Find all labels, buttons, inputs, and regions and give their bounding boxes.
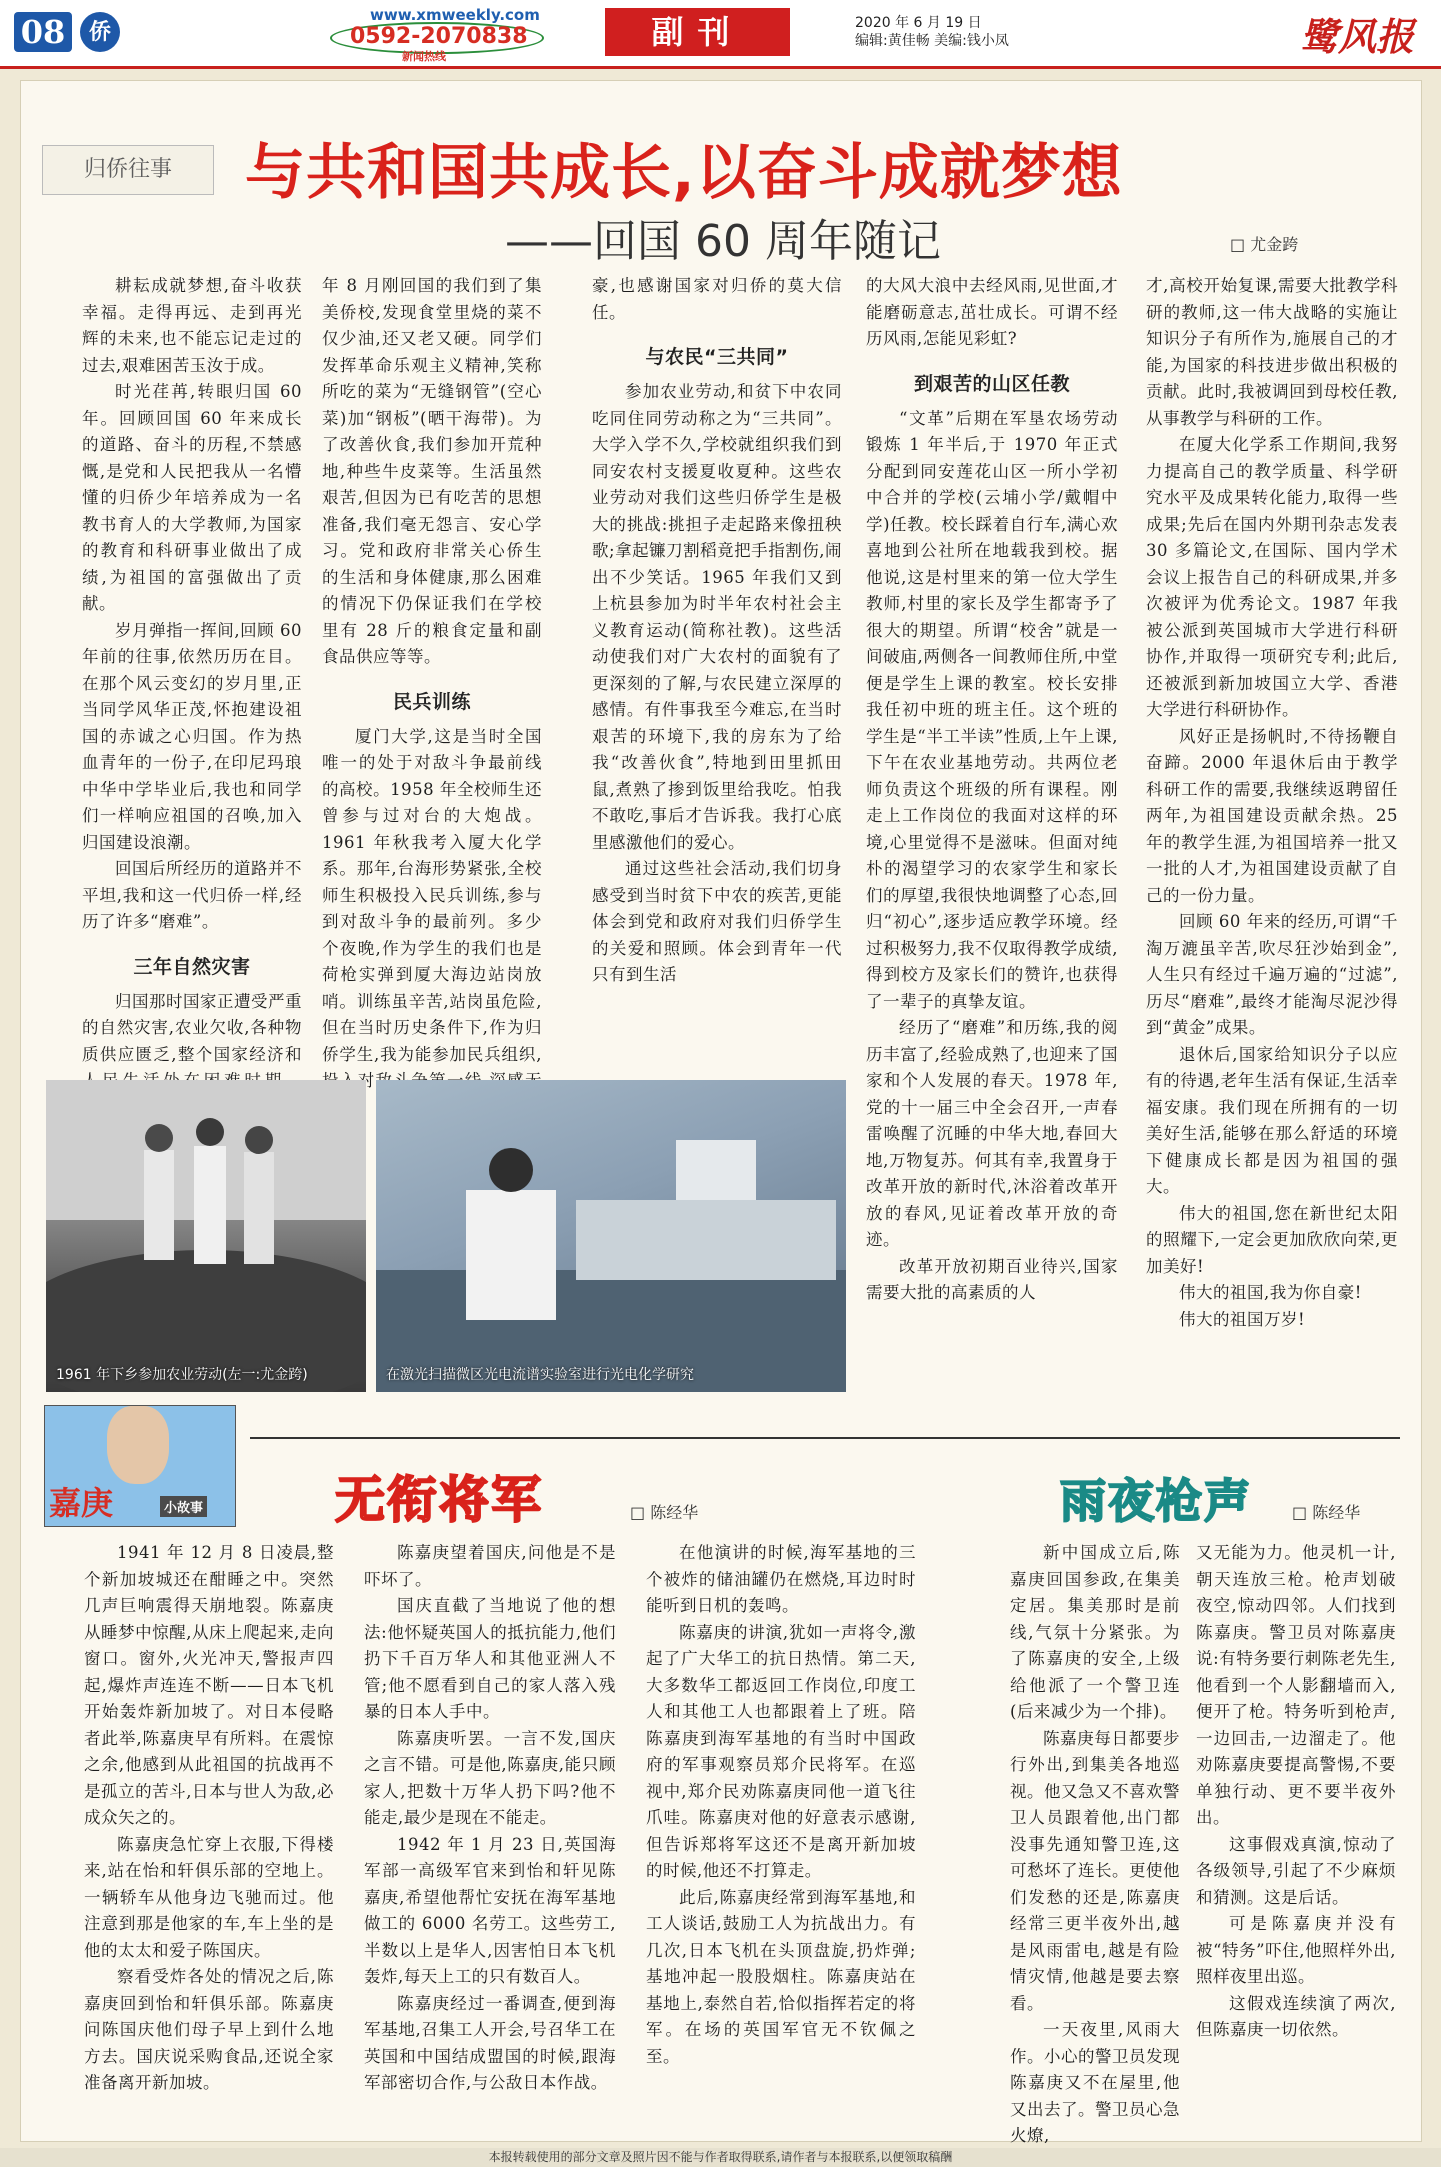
paper-logo: 鹭风报 <box>1300 14 1415 59</box>
paragraph: “文革”后期在军垦农场劳动锻炼 1 年半后,于 1970 年正式分配到同安莲花山区一所小学初中合并的学校(云埔小学/戴帽中学)任教。校长踩着自行车,满心欢喜地到公社所在地载我到校。据他说,这是村里来的第一位大学生教师,村里的家长及学生都寄予了很大的期望。所谓“校舍”就是一间破庙,两侧各一间教师住所,中堂便是学生上课的教室。校长安排我任初中班的班主任。这个班的学生是“半工半读”性质,上午上课,下午在农业基地劳动。共两位老师负责这个班级的所有课程。刚走上工作岗位的我面对这样的环境,心里觉得不是滋味。但面对纯朴的渴望学习的农家学生和家长们的厚望,我很快地调整了心态,回归“初心”,逐步适应教学环境。经过积极努力,我不仅取得教学成绩,得到校方及家长们的赞许,也获得了一辈子的真挚友谊。 <box>866 408 1118 1011</box>
paragraph: 回国后所经历的道路并不平坦,我和这一代归侨一样,经历了许多“磨难”。 <box>82 859 302 931</box>
paragraph: 时光荏苒,转眼归国 60 年。回顾回国 60 年来成长的道路、奋斗的历程,不禁感慨,是党和人民把我从一名懵懂的归侨少年培养成为一名教书育人的大学教师,为国家的教育和科研事业做出了成绩,为祖国的富强做出了贡献。 <box>82 382 302 613</box>
paragraph: 才,高校开始复课,需要大批教学科研的教师,这一伟大战略的实施让知识分子有所作为,施展自己的才能,为国家的科技进步做出积极的贡献。此时,我被调回到母校任教,从事教学与科研的工作。 <box>1146 276 1398 428</box>
jiageng-column-logo <box>44 1405 236 1527</box>
paragraph: 豪,也感谢国家对归侨的莫大信任。 <box>592 276 842 322</box>
paragraph: 伟大的祖国,您在新世纪太阳的照耀下,一定会更加欣欣向荣,更加美好! <box>1146 1203 1398 1276</box>
paragraph: 回顾 60 年来的经历,可谓“千淘万漉虽辛苦,吹尽狂沙始到金”,人生只有经过千遍万遍的“过滤”,历尽“磨难”,最终才能淘尽泥沙得到“黄金”成果。 <box>1146 912 1398 1037</box>
paragraph: 陈嘉庚听罢。一言不发,国庆之言不错。可是他,陈嘉庚,能只顾家人,把数十万华人扔下吗?他不能走,最少是现在不能走。 <box>364 1728 616 1827</box>
paragraph: 陈嘉庚每日都要步行外出,到集美各地巡视。他又急又不喜欢警卫人员跟着他,出门都没事先通知警卫连,这可愁坏了连长。更使他们发愁的还是,陈嘉庚经常三更半夜外出,越是风雨雷电,越是有险情灾情,他越是要去察看。 <box>1010 1728 1180 2013</box>
photo-caption: 1961 年下乡参加农业劳动(左一:尤金跨) <box>56 1367 308 1383</box>
paragraph: 厦门大学,这是当时全国唯一的处于对敌斗争最前线的高校。1958 年全校师生还曾参与过对台的大炮战。1961 年秋我考入厦大化学系。那年,台海形势紧张,全校师生积极投入民兵训练,参与到对敌斗争的最前列。多少个夜晚,作为学生的我们也是荷枪实弹到厦大海边站岗放哨。训练虽辛苦,站岗虽危险,但在当时历史条件下,作为归侨学生,我为能参加民兵组织, 对 <box>322 726 542 1090</box>
section-heading: 三年自然灾害 <box>133 955 251 978</box>
header-rule <box>0 66 1441 69</box>
section-heading: 民兵训练 <box>392 690 471 713</box>
page-header <box>0 0 1441 66</box>
paragraph: 可是陈嘉庚并没有被“特务”吓住,他照样外出,照样夜里出巡。 <box>1196 1914 1396 1986</box>
issue-meta <box>855 14 1009 50</box>
paragraph: 陈嘉庚急忙穿上衣服,下得楼来,站在怡和轩俱乐部的空地上。一辆轿车从他身边飞驰而过。他注意到那是他家的车,车上坐的是他的太太和爱子陈国庆。 <box>84 1834 334 1960</box>
article-column-3 <box>592 273 842 989</box>
lab-photo <box>376 1080 846 1392</box>
paragraph: 陈嘉庚的讲演,犹如一声将令,激起了广大华工的抗日热情。第二天,大多数华工都返回工作岗位,印度工人和其他工人也都跟着上了班。陪陈嘉庚到海军基地的有当时中国政府的军事观察员郑介民将军。在巡视中,郑介民劝陈嘉庚同他一道飞往爪哇。陈嘉庚对他的好意表示感谢,但告诉郑将军这还不是离开新加坡的时候,他还不打算走。 <box>646 1622 916 1880</box>
news-hotline <box>330 6 560 62</box>
paragraph: 在他演讲的时候,海军基地的三个被炸的储油罐仍在燃烧,耳边时时能听到日机的轰鸣。 <box>646 1543 916 1615</box>
farm-work-figures <box>46 1080 366 1392</box>
paragraph: 察看受炸各处的情况之后,陈嘉庚回到怡和轩俱乐部。陈嘉庚问陈国庆他们母子早上到什么地方去。国庆说采购食品,还说全家准备离开新加坡。 <box>84 1967 334 2092</box>
article-column-1 <box>82 273 302 1121</box>
section-divider <box>250 1437 1400 1439</box>
paragraph: 这事假戏真演,惊动了各级领导,引起了不少麻烦和猜测。这是后话。 <box>1196 1834 1396 1907</box>
paragraph: 通过这些社会活动,我们切身感受到当时贫下中农的疾苦,更能体会到党和政府对我们归侨学生的关爱和照顾。体会到青年一代只有到生活 <box>592 859 842 984</box>
copyright-notice: 本报转载使用的部分文章及照片因不能与作者取得联系,请作者与本报联系,以便领取稿酬 <box>0 2148 1441 2167</box>
story-column-4 <box>1010 1540 1180 2150</box>
story-author-1: □ 陈经华 <box>630 1503 699 1522</box>
paragraph: 新中国成立后,陈嘉庚回国参政,在集美定居。集美那时是前线,气氛十分紧张。为了陈嘉庚的安全,上级给他派了一个警卫连(后来减少为一个排)。 <box>1010 1543 1180 1721</box>
paragraph: 岁月弹指一挥间,回顾 60 年前的往事,依然历历在目。在那个风云变幻的岁月里,正当同学风华正茂,怀抱建设祖国的赤诚之心归国。作为热血青年的一份子,在印尼玛琅中华中学毕业后,我也和同学们一样响应祖国的召唤,加入归国建设浪潮。 <box>82 620 302 852</box>
article-title: 与共和国共成长,以奋斗成就梦想 <box>245 138 1123 208</box>
issue-date: 2020 年 6 月 19 日 <box>855 15 982 31</box>
paragraph: 伟大的祖国,我为你自豪! <box>1179 1283 1362 1302</box>
hotline-label: 新闻热线 <box>402 50 446 63</box>
paragraph: 在厦大化学系工作期间,我努力提高自己的教学质量、科学研究水平及成果转化能力,取得一些成果;先后在国内外期刊杂志发表 30 多篇论文,在国际、国内学术会议上报告自己的科研成果,并多次被评为优秀论文。1987 年我被公派到英国城市大学进行科研协作,并取得一项研究专利;此后,还被派到新加坡国立大学、香港大学进行科研协作。 <box>1146 435 1398 719</box>
column-tag: 小故事 <box>160 1496 207 1517</box>
page-icon: 侨 <box>80 12 120 52</box>
story-column-5 <box>1196 1540 1396 2044</box>
paragraph: 归国那时国家正遭受严重的自然灾害,农业欠收,各种物质供应匮乏,整个国家经济和 <box>82 991 302 1064</box>
paragraph: 1941 年 12 月 8 日凌晨,整个新加坡城还在酣睡之中。突然几声巨响震得天崩地裂。陈嘉庚从睡梦中惊醒,从床上爬起来,走向窗口。窗外,火光冲天,警报声四起,爆炸声连连不断——日本飞机开始轰炸新加坡了。对日本侵略者此举,陈嘉庚早有所料。在震惊之余,他感到从此祖国的抗战再不是孤立的苦斗,日本与世人为敌,必成众矢之的。 <box>84 1543 334 1827</box>
story-title-2: 雨夜枪声 <box>1060 1474 1252 1528</box>
paragraph: 又无能为力。他灵机一计,朝天连放三枪。枪声划破夜空,惊动四邻。人们找到陈嘉庚。警卫员对陈嘉庚说:有特务要行刺陈老先生,他看到一个人影翻墙而入,便开了枪。特务听到枪声,一边回击,一边溜走了。他劝陈嘉庚要提高警惕,不要单独行动、更不要半夜外出。 <box>1196 1543 1396 1827</box>
paragraph: 退休后,国家给知识分子以应有的待遇,老年生活有保证,生活幸福安康。我们现在所拥有的一切美好生活,能够在那么舒适的环境下健康成长都是因为祖国的强大。 <box>1146 1044 1398 1196</box>
paragraph: 伟大的祖国万岁! <box>1179 1309 1306 1329</box>
photo-caption: 在激光扫描微区光电流谱实验室进行光电化学研究 <box>386 1367 694 1383</box>
farm-work-photo <box>46 1080 366 1392</box>
story-column-3 <box>646 1540 916 2070</box>
paragraph: 此后,陈嘉庚经常到海军基地,和工人谈话,鼓励工人为抗战出力。有几次,日本飞机在头顶盘旋,扔炸弹;基地冲起一股股烟柱。陈嘉庚站在基地上,泰然自若,恰似指挥若定的将军。在场的英国军官无不钦佩之至。 <box>646 1887 916 2066</box>
article-author: □ 尤金跨 <box>1230 235 1299 254</box>
paragraph: 这假戏连续演了两次,但陈嘉庚一切依然。 <box>1196 1993 1396 2039</box>
paragraph: 参加农业劳动,和贫下中农同吃同住同劳动称之为“三共同”。大学入学不久,学校就组织我们到同安农村支援夏收夏种。这些农业劳动对我们这些归侨学生是极大的挑战:挑担子走起路来像扭秧歌;拿起镰刀割稻竟把手指割伤,闹出不少笑话。1965 年我们又到上杭县参加为时半年农村社会主义教育运动(简称社教)。这些活动使我们对广大农村的面貌有了更深刻的了解,与农民建立深厚的感情。有件事我至今难忘,在当时艰苦的环境下,我的房东为了给我“改善伙食”,特地到田里抓田鼠,煮熟了掺到饭里给我吃。怕我不敢吃,事后才告诉我。我打心底里感激他们的爱心。 <box>592 382 842 852</box>
section-heading: 与农民“三共同” <box>645 346 789 368</box>
website-url[interactable]: www.xmweekly.com <box>370 6 540 24</box>
editor-credits: 编辑:黄佳畅 美编:钱小凤 <box>855 33 1009 49</box>
story-title-1: 无衔将军 <box>335 1471 543 1529</box>
paragraph: 国庆直截了当地说了他的想法:他怀疑英国人的抵抗能力,他们扔下千百万华人和其他亚洲人不管;他不愿看到自己的家人落入残暴的日本人手中。 <box>364 1596 616 1721</box>
section-heading: 到艰苦的山区任教 <box>913 372 1070 395</box>
article-column-4 <box>866 273 1118 1307</box>
paragraph: 耕耘成就梦想,奋斗收获幸福。走得再远、走到再光辉的未来,也不能忘记走过的过去,艰难困苦玉汝于成。 <box>82 276 302 375</box>
story-author-2: □ 陈经华 <box>1292 1503 1361 1522</box>
paragraph: 年 8 月刚回国的我们到了集美侨校,发现食堂里烧的菜不仅少油,还又老又硬。同学们发挥革命乐观主义精神,笑称所吃的菜为“无缝钢管”(空心菜)加“钢板”(晒干海带)。为了改善伙食,我们参加开荒种地,种些牛皮菜等。生活虽然艰苦,但因为已有吃苦的思想准备,我们毫无怨言、安心学习。党和政府非常关心侨生的生活和身体健康,那么困难的情况下仍保证我们在学校里有 28 斤的粮食定量和副食品供应等等。 <box>322 276 542 666</box>
section-title: 副刊 <box>605 8 790 56</box>
paragraph: 改革开放初期百业待兴,国家需要大批的高素质的人 <box>866 1256 1118 1302</box>
article-column-2 <box>322 273 542 1121</box>
column-tag: 归侨往事 <box>42 145 214 195</box>
paragraph: 的大风大浪中去经风雨,见世面,才能磨砺意志,茁壮成长。可谓不经历风雨,怎能见彩虹? <box>866 276 1118 348</box>
column-name: 嘉庚 <box>49 1484 114 1522</box>
hotline-phone: 0592-2070838 <box>350 24 528 49</box>
lab-scene <box>376 1080 846 1392</box>
article-column-5 <box>1146 273 1398 1333</box>
page-number: 08 <box>14 12 72 52</box>
paragraph: 陈嘉庚经过一番调查,便到海军基地,召集工人开会,号召华工在英国和中国结成盟国的时候,跟海军部密切合作,与公敌日本作战。 <box>364 1993 616 2092</box>
paragraph: 1942 年 1 月 23 日,英国海军部一高级军官来到怡和轩见陈嘉庚,希望他帮忙安抚在海军基地做工的 6000 名劳工。这些劳工,半数以上是华人,因害怕日本飞机轰炸,每天上工的只有数百人。 <box>364 1834 616 1986</box>
article-subtitle: ——回国 60 周年随记 <box>505 216 941 267</box>
story-column-2 <box>364 1540 616 2097</box>
paragraph: 风好正是扬帆时,不待扬鞭自奋蹄。2000 年退休后由于教学科研工作的需要,我继续返聘留任两年,为祖国建设贡献余热。25 年的教学生涯,为祖国培养一批又一批的人才,为祖国建设贡献了自己的一份力量。 <box>1146 726 1398 905</box>
paragraph: 陈嘉庚望着国庆,问他是不是吓坏了。 <box>364 1543 616 1589</box>
paragraph: 一天夜里,风雨大作。小心的警卫员发现陈嘉庚又不在屋里,他又出去了。警卫员心急火燎, <box>1010 2020 1180 2145</box>
portrait-icon <box>107 1406 169 1484</box>
story-column-1 <box>84 1540 334 2097</box>
paragraph: 经历了“磨难”和历练,我的阅历丰富了,经验成熟了,也迎来了国家和个人发展的春天。1978 年,党的十一届三中全会召开,一声春雷唤醒了沉睡的中华大地,春回大地,万物复苏。何其有幸,我置身于改革开放的新时代,沐浴着改革开放的春风,见证着改革开放的奇迹。 <box>866 1018 1118 1249</box>
